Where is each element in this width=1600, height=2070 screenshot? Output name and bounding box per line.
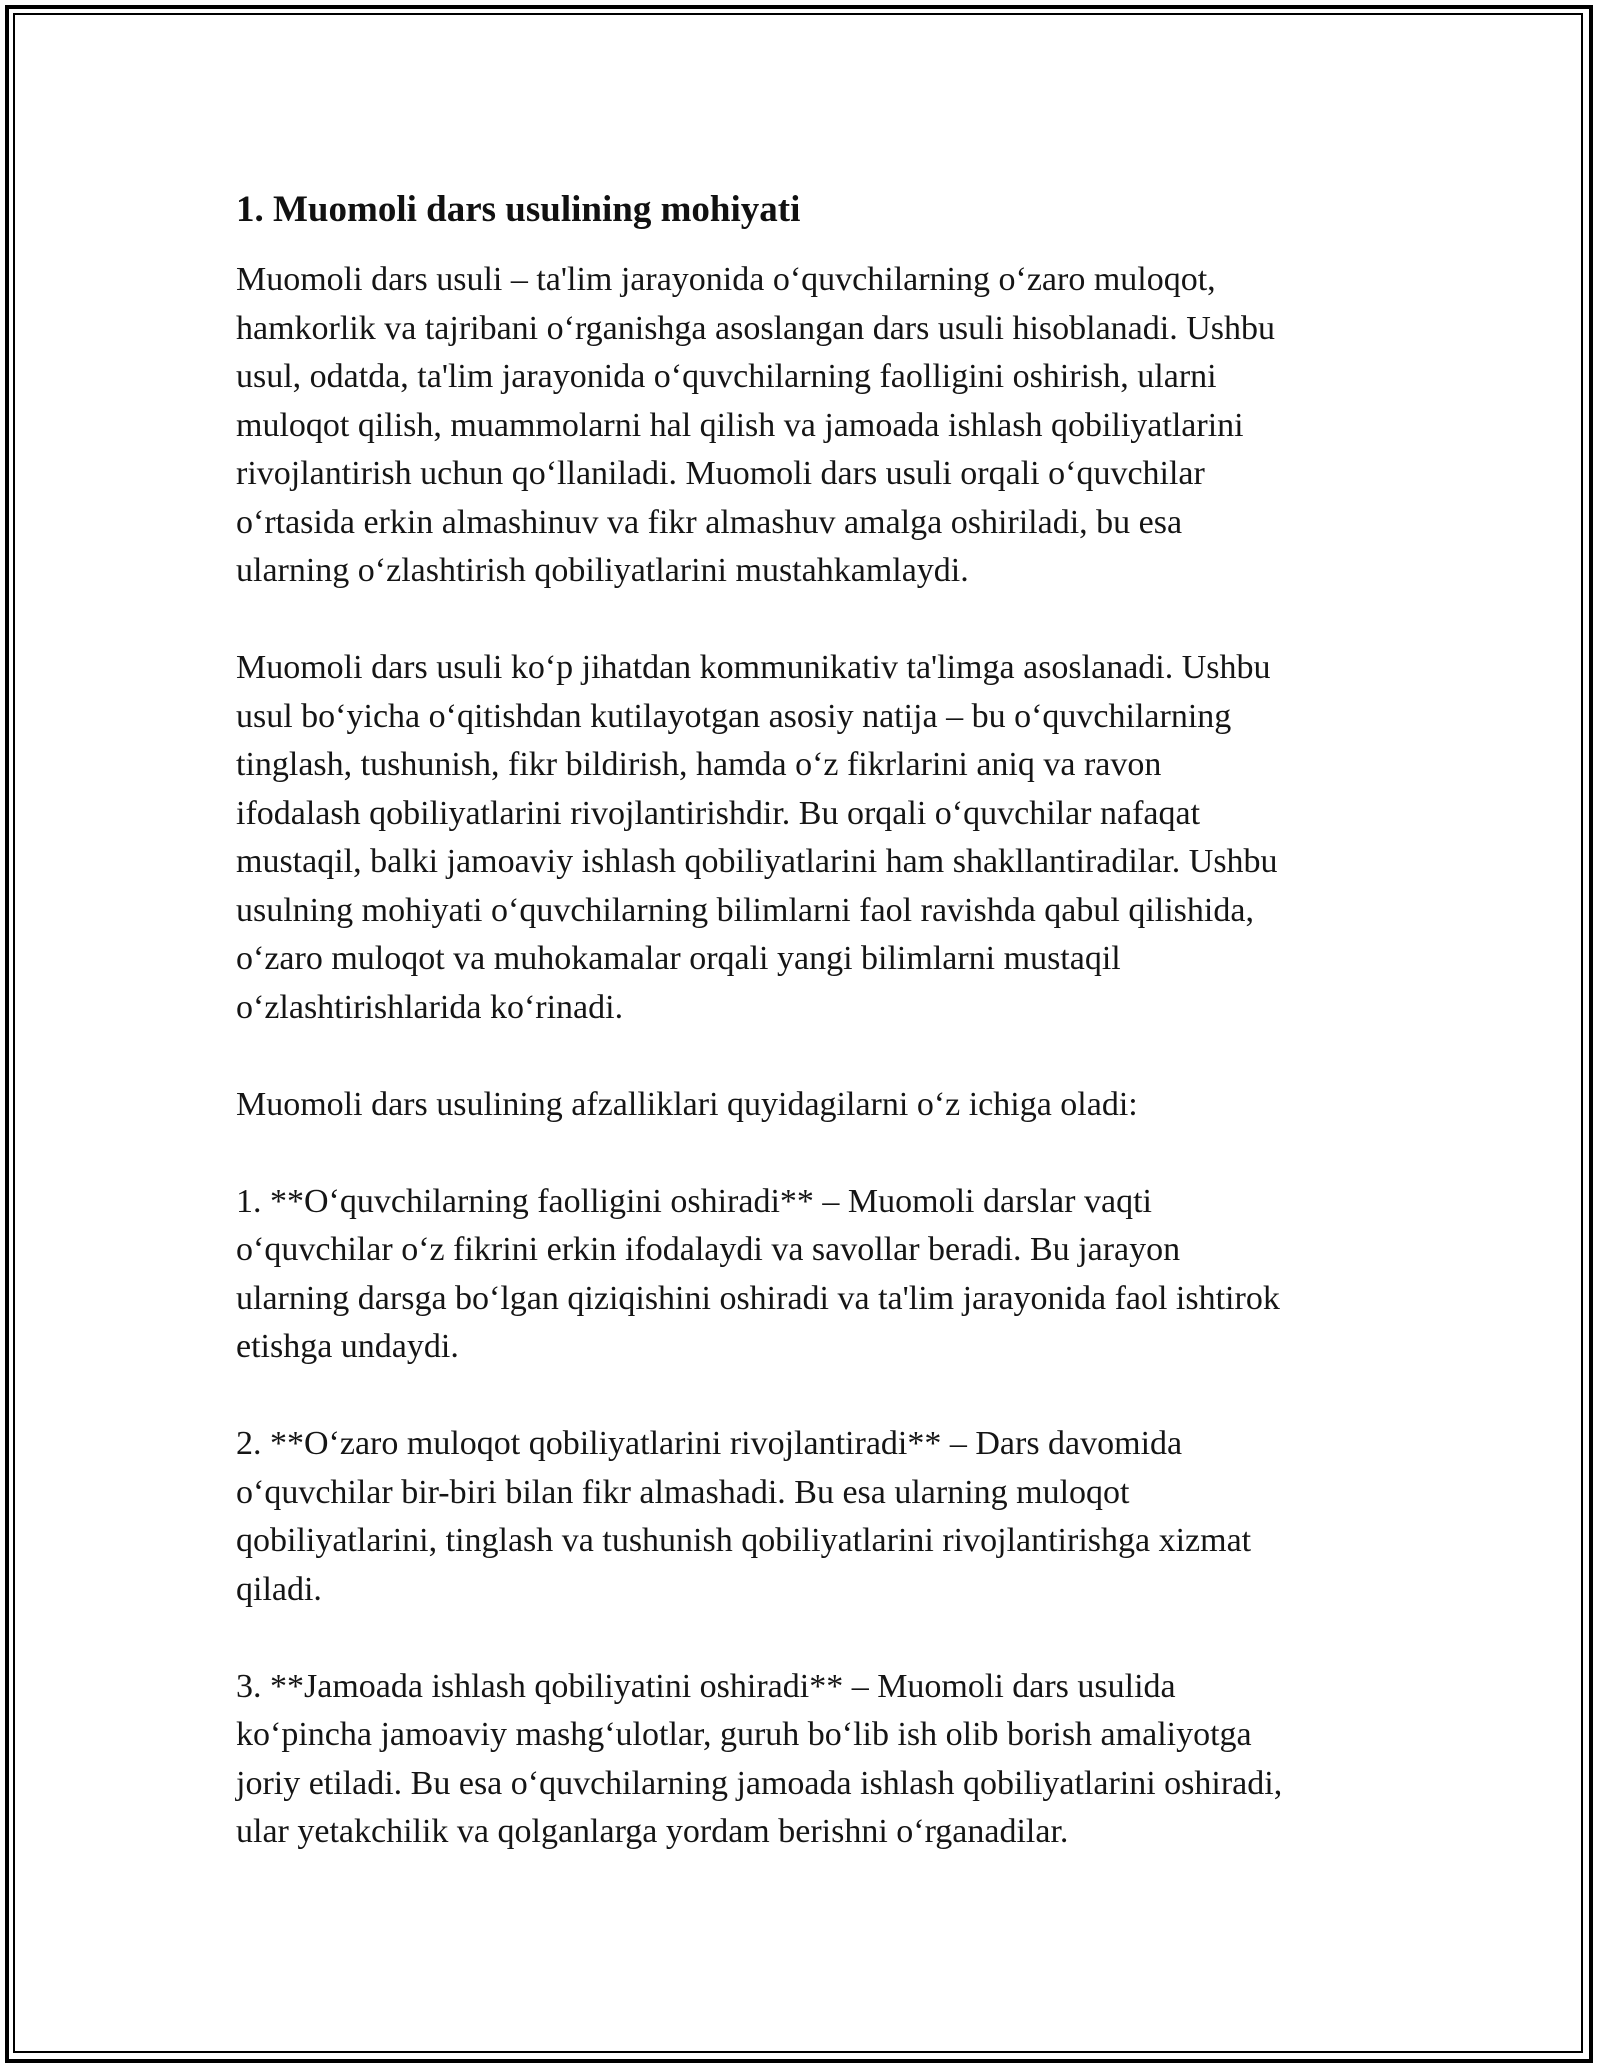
paragraph-definition [236,256,1366,596]
text-line: hamkorlik va tajribani oʻrganishga asoslangan dars usuli hisoblanadi. Ushbu [236,309,1276,347]
list-item-2 [236,1420,1366,1614]
text-line: Muomoli dars usuli – ta'lim jarayonida oʻquvchilarning oʻzaro muloqot, [236,261,1216,298]
text-line: koʻpincha jamoaviy mashgʻulotlar, guruh boʻlib ish olib borish amaliyotga [236,1716,1252,1753]
text-line: oʻquvchilar bir-biri bilan fikr almashadi. Bu esa ularning muloqot [236,1473,1130,1511]
paragraph-advantages-intro [236,1081,1366,1130]
text-line: usulning mohiyati oʻquvchilarning bilimlarni faol ravishda qabul qilishida, [236,891,1254,929]
list-item-3 [236,1663,1366,1857]
text-line: ularning oʻzlashtirish qobiliyatlarini mustahkamlaydi. [236,552,969,589]
text-line: joriy etiladi. Bu esa oʻquvchilarning jamoada ishlash qobiliyatlarini oshiradi, [236,1764,1283,1802]
text-line: oʻquvchilar oʻz fikrini erkin ifodalaydi va savollar beradi. Bu jarayon [236,1231,1181,1268]
text-line: oʻzaro muloqot va muhokamalar orqali yangi bilimlarni mustaqil [236,940,1121,977]
text-line: 3. **Jamoada ishlash qobiliyatini oshiradi** – Muomoli dars usulida [236,1667,1176,1705]
text-line: oʻrtasida erkin almashinuv va fikr almashuv amalga oshiriladi, bu esa [236,503,1183,541]
text-line: usul, odatda, ta'lim jarayonida oʻquvchilarning faolligini oshirish, ularni [236,358,1217,395]
text-line: rivojlantirish uchun qoʻllaniladi. Muomoli dars usuli orqali oʻquvchilar [236,455,1205,492]
text-line: usul boʻyicha oʻqitishdan kutilayotgan asosiy natija – bu oʻquvchilarning [236,697,1232,735]
text-line: muloqot qilish, muammolarni hal qilish va jamoada ishlash qobiliyatlarini [236,406,1244,444]
text-line: ularning darsga boʻlgan qiziqishini oshiradi va ta'lim jarayonida faol ishtirok [236,1279,1280,1317]
text-line: 1. **Oʻquvchilarning faolligini oshiradi** – Muomoli darslar vaqti [236,1182,1152,1220]
list-item-1 [236,1178,1366,1372]
text-line: etishga undaydi. [236,1328,459,1365]
text-line: qobiliyatlarini, tinglash va tushunish qobiliyatlarini rivojlantirishga xizmat [236,1522,1252,1559]
paragraph-communicative [236,644,1366,1032]
text-line: ifodalash qobiliyatlarini rivojlantirishdir. Bu orqali oʻquvchilar nafaqat [236,794,1201,832]
text-line: mustaqil, balki jamoaviy ishlash qobiliyatlarini ham shakllantiradilar. Ushbu [236,843,1278,880]
text-line: 2. **Oʻzaro muloqot qobiliyatlarini rivojlantiradi** – Dars davomida [236,1425,1183,1462]
text-line: Muomoli dars usulining afzalliklari quyidagilarni oʻz ichiga oladi: [236,1085,1138,1123]
text-line: Muomoli dars usuli koʻp jihatdan kommunikativ ta'limga asoslanadi. Ushbu [236,649,1271,686]
text-line: ular yetakchilik va qolganlarga yordam berishni oʻrganadilar. [236,1813,1069,1850]
text-line: oʻzlashtirishlarida koʻrinadi. [236,988,624,1026]
document-body [236,186,1366,1857]
text-line: tinglash, tushunish, fikr bildirish, hamda oʻz fikrlarini aniq va ravon [236,746,1162,783]
text-line: qiladi. [236,1570,322,1608]
section-heading: 1. Muomoli dars usulining mohiyati [236,189,801,230]
